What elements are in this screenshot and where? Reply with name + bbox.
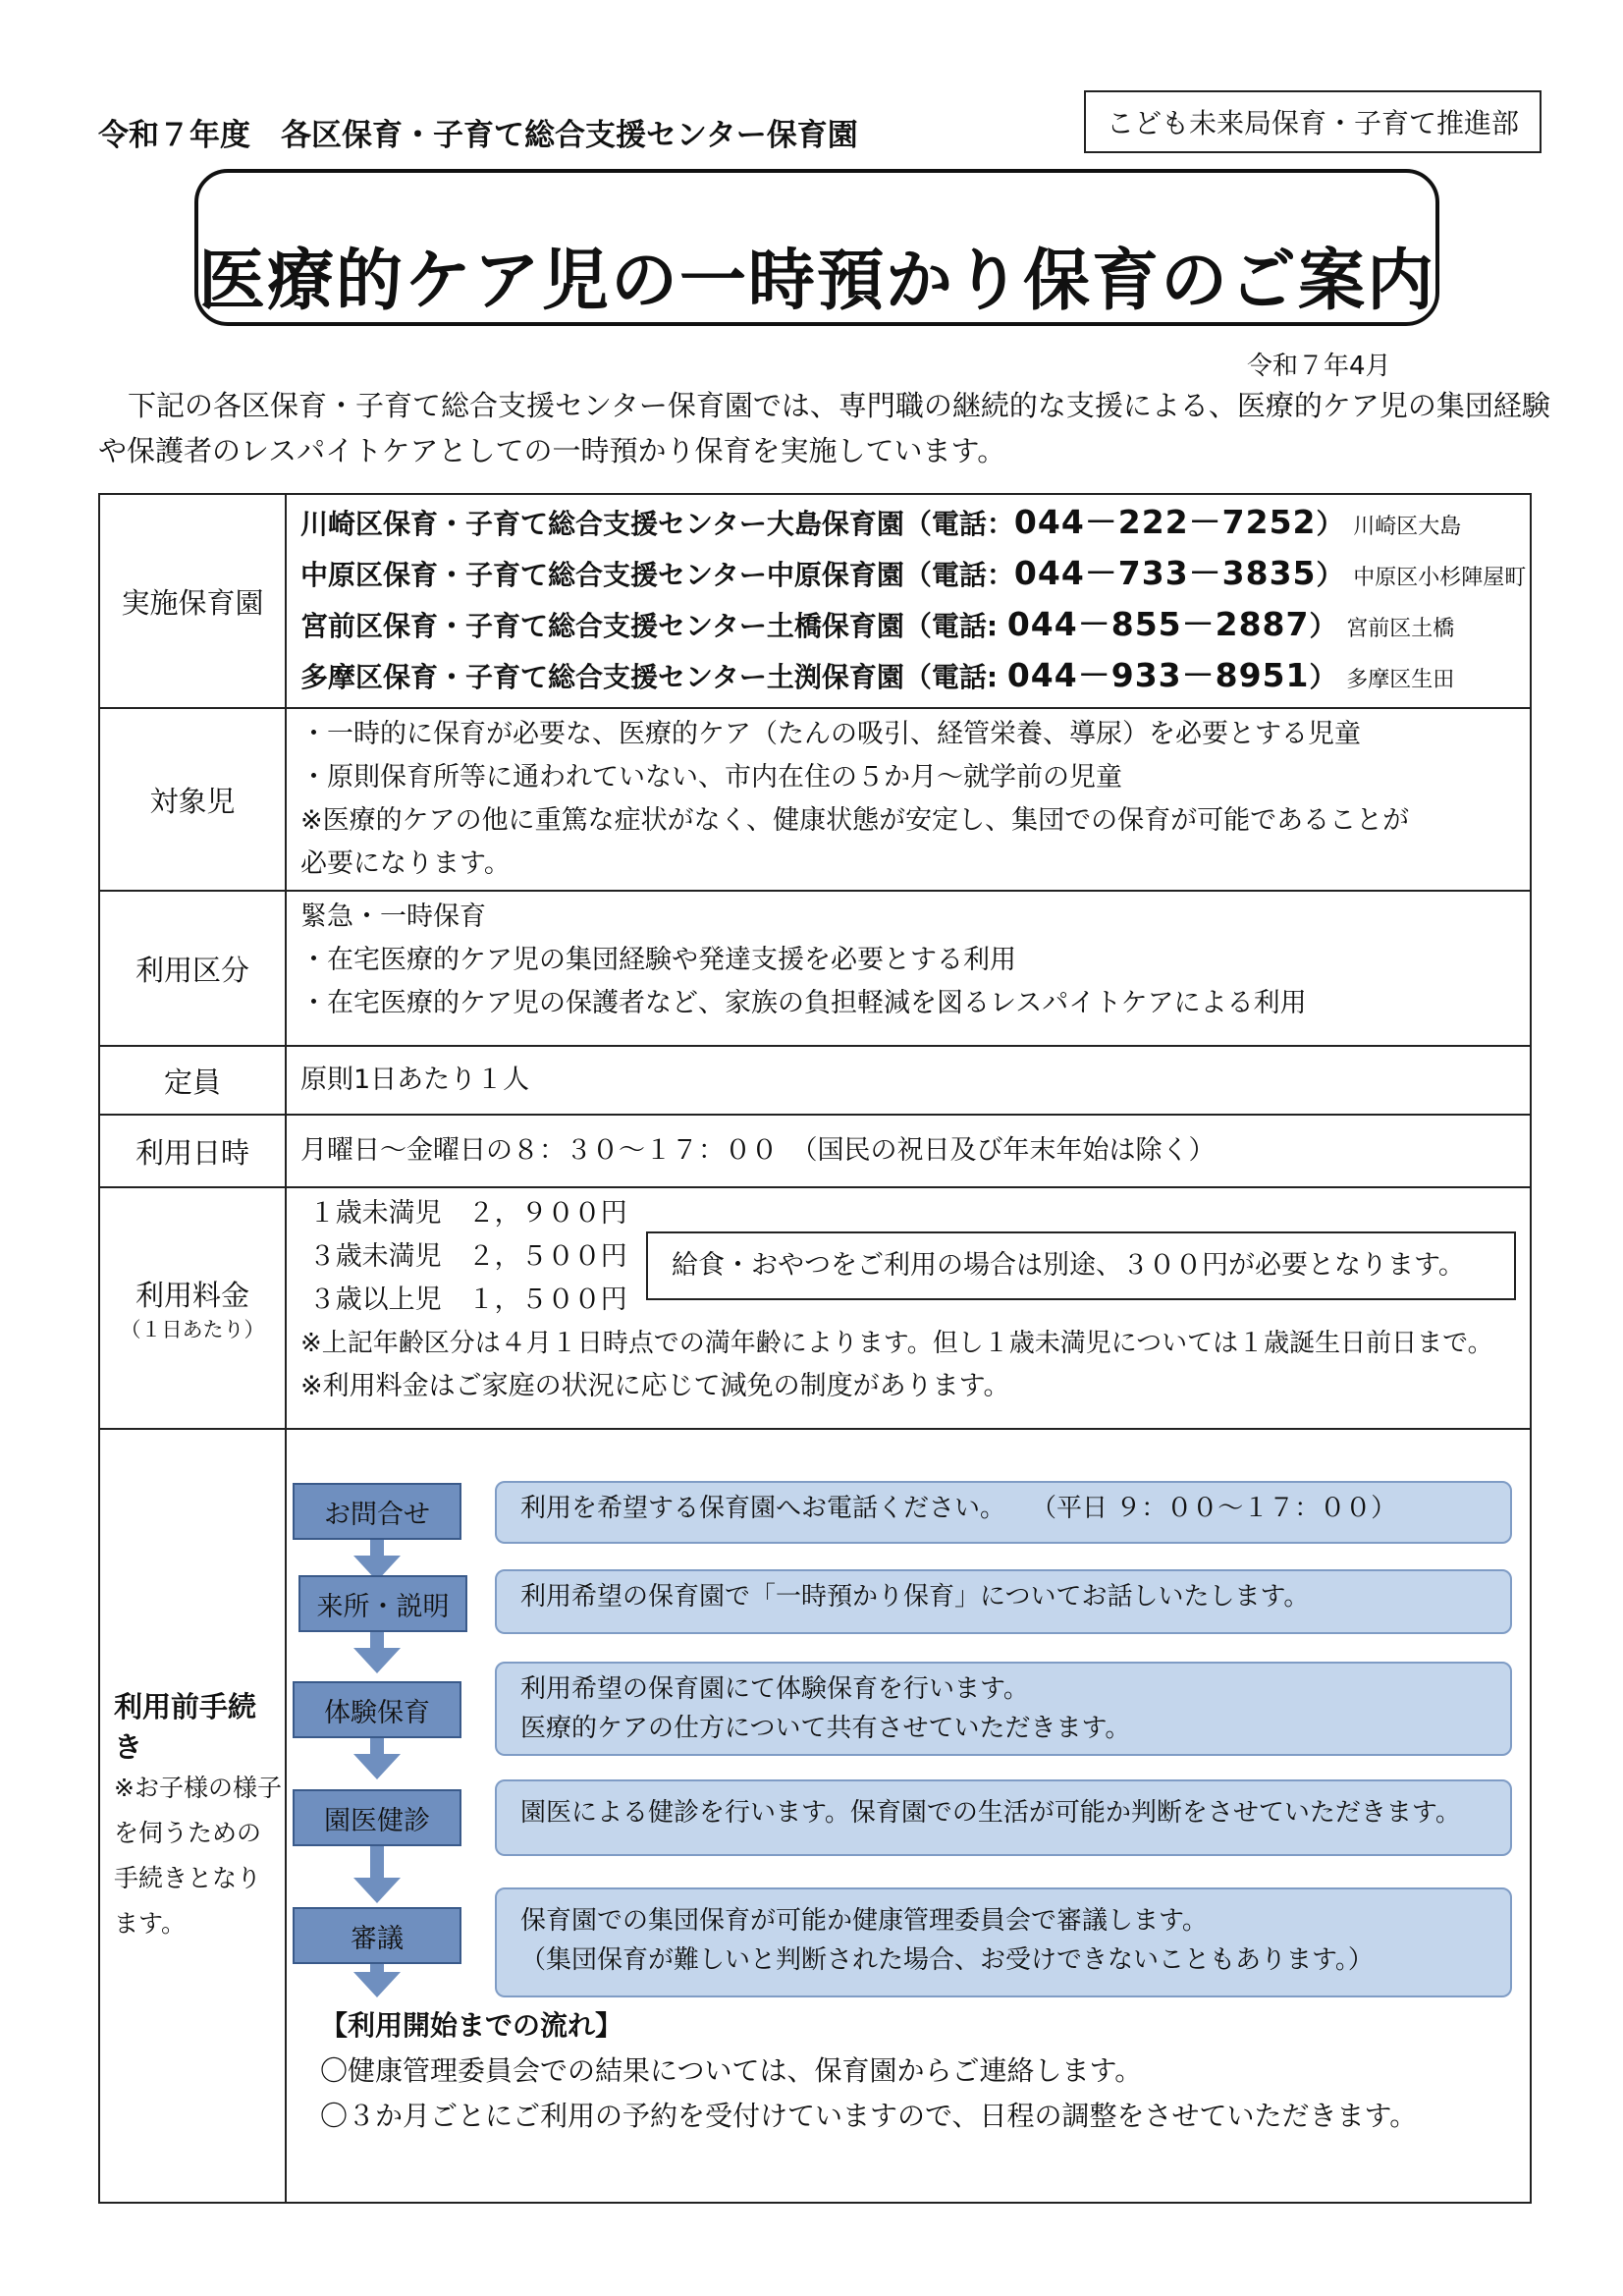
- facility-area: 多摩区生田: [1346, 668, 1455, 692]
- target-cell: [286, 708, 1531, 891]
- facility-tel[interactable]: 044－222－7252: [1013, 503, 1317, 541]
- target-line-1: ・一時的に保育が必要な、医療的ケア（たんの吸引、経管栄養、導尿）を必要とする児童: [300, 719, 1361, 749]
- facility-item: [300, 499, 1520, 550]
- step-desc-line: 保育園での集団保育が可能か健康管理委員会で審議します。: [520, 1906, 1208, 1936]
- facility-name: 多摩区保育・子育て総合支援センター土渕保育園: [300, 661, 904, 693]
- facility-name: 宮前区保育・子育て総合支援センター土橋保育園: [300, 610, 904, 642]
- step-desc-line: 医療的ケアの仕方について共有させていただきます。: [520, 1714, 1131, 1743]
- intro-text: [98, 383, 1551, 473]
- tel-prefix: （電話:: [903, 610, 1007, 642]
- row-target: [99, 708, 1531, 891]
- schedule-label: 利用日時: [99, 1115, 286, 1187]
- step-desc-trial: [495, 1662, 1512, 1756]
- step-desc-checkup: [495, 1779, 1512, 1856]
- schedule-value: 月曜日～金曜日の８：３０～１７：００ （国民の祝日及び年末年始は除く）: [300, 1135, 1216, 1166]
- procedure-label: 利用前手続き: [114, 1690, 257, 1764]
- facility-tel[interactable]: 044－733－3835: [1013, 554, 1317, 592]
- row-schedule: [99, 1115, 1531, 1187]
- capacity-value: 原則1日あたり１人: [300, 1065, 530, 1095]
- facility-item: [300, 550, 1527, 601]
- step-checkup: 園医健診: [293, 1789, 461, 1846]
- usage-line-1: 緊急・一時保育: [300, 902, 486, 932]
- step-inquiry: お問合せ: [293, 1483, 461, 1540]
- meal-note-box: [646, 1231, 1516, 1300]
- facility-area: 宮前区土橋: [1346, 617, 1455, 641]
- facility-area: 川崎区大島: [1353, 515, 1462, 539]
- step-trial: 体験保育: [293, 1681, 461, 1738]
- facilities-label: 実施保育園: [99, 494, 286, 708]
- step-visit: 来所・説明: [298, 1575, 467, 1632]
- fees-sublabel: （１日あたり）: [120, 1317, 265, 1341]
- facility-name: 中原区保育・子育て総合支援センター中原保育園: [300, 559, 904, 591]
- usage-label: 利用区分: [99, 891, 286, 1046]
- usage-line-3: ・在宅医療的ケア児の保護者など、家族の負担軽減を図るレスパイトケアによる利用: [300, 988, 1307, 1018]
- fee-row: [300, 1192, 1520, 1235]
- target-line-3: ※医療的ケアの他に重篤な症状がなく、健康状態が安定し、集団での保育が可能であることが: [300, 805, 1410, 836]
- issue-date: 令和７年4月: [1247, 352, 1391, 381]
- usage-line-2: ・在宅医療的ケア児の集団経験や発達支援を必要とする利用: [300, 945, 1016, 975]
- fee-note-2: ※利用料金はご家庭の状況に応じて減免の制度があります。: [300, 1371, 1010, 1401]
- facilities-cell: [286, 494, 1531, 708]
- tel-suffix: ）: [1316, 508, 1344, 540]
- intro-line-1: 下記の各区保育・子育て総合支援センター保育園では、専門職の継続的な支援による、医療的ケア児の集団経験: [128, 389, 1550, 422]
- flow-summary: [320, 2003, 1417, 2139]
- fees-cell: [286, 1187, 1531, 1429]
- step-desc-line: 園医による健診を行います。保育園での生活が可能か判断をさせていただきます。: [520, 1798, 1461, 1828]
- tel-suffix: ）: [1316, 559, 1344, 591]
- fee-note-1: ※上記年齢区分は４月１日時点での満年齢によります。但し１歳未満児については１歳誕生日前日まで。: [300, 1329, 1493, 1358]
- step-desc-line: 利用希望の保育園にて体験保育を行います。: [520, 1674, 1029, 1704]
- tel-prefix: （電話：: [903, 559, 1014, 591]
- row-facilities: [99, 494, 1531, 708]
- flow-title: 【利用開始までの流れ】: [320, 2009, 623, 2042]
- fee-age: ３歳未満児: [308, 1241, 442, 1272]
- fee-age: １歳未満児: [308, 1198, 442, 1229]
- target-label: 対象児: [99, 708, 286, 891]
- down-arrow-icon: [353, 1648, 401, 1673]
- step-review: 審議: [293, 1907, 461, 1964]
- down-arrow-icon: [353, 1878, 401, 1903]
- row-fees: [99, 1187, 1531, 1429]
- intro-line-2: や保護者のレスパイトケアとしての一時預かり保育を実施しています。: [98, 434, 1006, 467]
- tel-suffix: ）: [1309, 661, 1337, 693]
- step-desc-review: [495, 1887, 1512, 1997]
- capacity-cell: [286, 1046, 1531, 1115]
- row-capacity: [99, 1046, 1531, 1115]
- page-title: 医療的ケア児の一時預かり保育のご案内: [197, 243, 1435, 320]
- step-desc-line: （集団保育が難しいと判断された場合、お受けできないこともあります。）: [520, 1945, 1374, 1975]
- step-desc-visit: [495, 1569, 1512, 1634]
- tel-prefix: （電話：: [903, 508, 1014, 540]
- target-line-2: ・原則保育所等に通われていない、市内在住の５か月～就学前の児童: [300, 762, 1122, 793]
- schedule-cell: [286, 1115, 1531, 1187]
- step-desc-line: 利用希望の保育園で「一時預かり保育」についてお話しいたします。: [520, 1582, 1310, 1612]
- facility-tel[interactable]: 044－855－2887: [1006, 605, 1310, 643]
- usage-cell: [286, 891, 1531, 1046]
- department-box: [1084, 90, 1542, 153]
- fee-price: ２，５００円: [467, 1241, 627, 1272]
- fee-table: [300, 1192, 1520, 1322]
- step-desc-line: 利用を希望する保育園へお電話ください。 （平日 ９：００～１７：００）: [520, 1494, 1397, 1523]
- procedure-note: ※お子様の様子を伺うための手続きとなります。: [114, 1774, 282, 1938]
- year-title: 令和７年度 各区保育・子育て総合支援センター保育園: [98, 118, 858, 153]
- step-desc-inquiry: [495, 1481, 1512, 1544]
- facility-name: 川崎区保育・子育て総合支援センター大島保育園: [300, 508, 904, 540]
- flow-line-2: 〇３か月ごとにご利用の予約を受付けていますので、日程の調整をさせていただきます。: [320, 2100, 1418, 2132]
- fee-price: １，５００円: [467, 1285, 627, 1315]
- meal-note: 給食・おやつをご利用の場合は別途、３００円が必要となります。: [672, 1250, 1465, 1281]
- target-line-4: 必要になります。: [300, 848, 511, 879]
- facility-item: [300, 601, 1520, 652]
- department-name: こども未来局保育・子育て推進部: [1106, 107, 1519, 139]
- fee-age: ３歳以上児: [308, 1285, 442, 1315]
- facility-tel[interactable]: 044－933－8951: [1006, 656, 1310, 694]
- row-usage: [99, 891, 1531, 1046]
- fees-label-cell: [99, 1187, 286, 1429]
- capacity-label: 定員: [99, 1046, 286, 1115]
- facility-item: [300, 652, 1520, 703]
- down-arrow-icon: [353, 1754, 401, 1779]
- tel-suffix: ）: [1309, 610, 1337, 642]
- facility-area: 中原区小杉陣屋町: [1353, 566, 1527, 590]
- fee-price: ２，９００円: [467, 1198, 627, 1229]
- flow-line-1: 〇健康管理委員会での結果については、保育園からご連絡します。: [320, 2054, 1143, 2087]
- tel-prefix: （電話:: [903, 661, 1007, 693]
- procedure-label-cell: [99, 1429, 286, 2203]
- down-arrow-icon: [353, 1972, 401, 1997]
- fees-label: 利用料金: [135, 1278, 249, 1312]
